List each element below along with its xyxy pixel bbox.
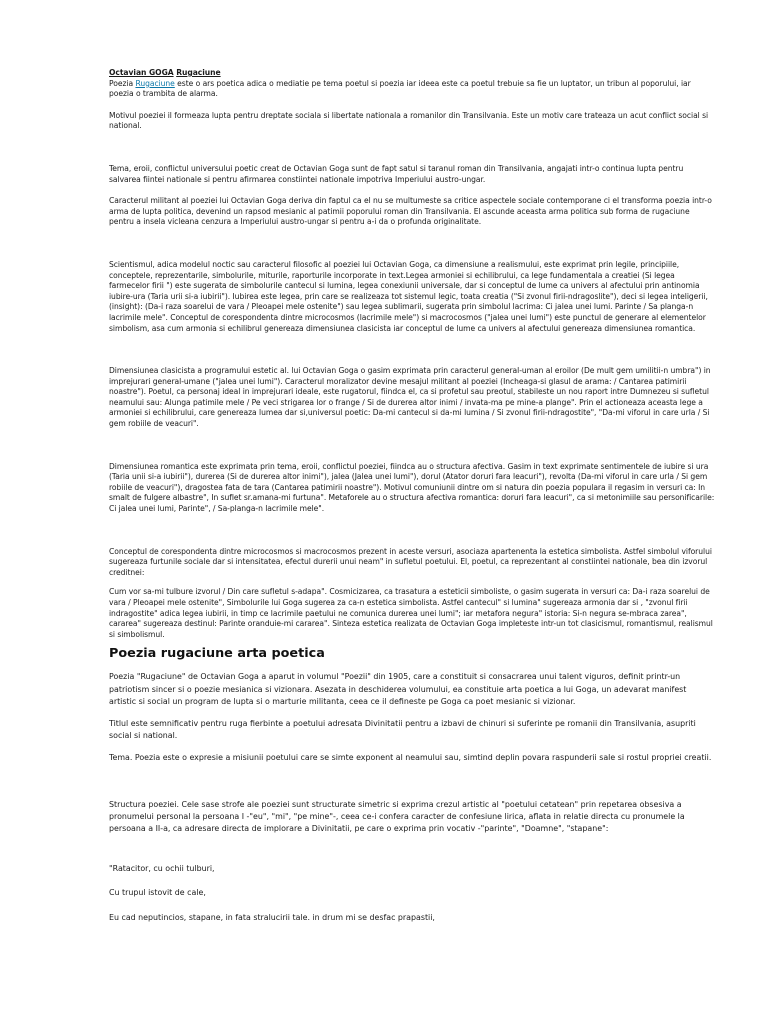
section-paragraph: Tema. Poezia este o expresie a misiunii poetului care se simte exponent al neamului sau, simtind deplin povara raspunderii sale si rostul propriei creatii. (109, 753, 712, 763)
rugaciune-link[interactable]: Rugaciune (135, 78, 175, 88)
section-paragraph: Poezia "Rugaciune" de Octavian Goga a aparut in volumul "Poezii" din 1905, care a constituit si consacrarea unui talent viguros, definit printr-un patriotism sincer si o poezie mesianica si vizionara. Asezata in deschiderea volumului, ea constituie arta poetica a lui Goga, un adevarat manifest artistic si social un program de lupta si o marturie militanta, ceea ce il defineste pe Goga ca poet mesianic si vizionar. (109, 672, 687, 706)
verse-line: Cu trupul istovit de cale, (109, 888, 206, 898)
intro-paragraph (109, 79, 715, 100)
paragraph: Dimensiunea romantica este exprimata prin tema, eroii, conflictul poeziei, fiindca au o structura afectiva. Gasim in text exprimate sentimentele de iubire si ura (Taria unii si-a iubirii"), durerea (Si de durerea altor inimi"), jalea (Jalea unei lumi"), dorul (Atator doruri fara leacuri"), revolta (Da-mi viforul in care urla / Si gem robiile de veacuri"), dragostea fata de tara (Cantarea patimirii noastre"). Motivul comuniunii dintre om si natura din poezia populara il regasim in versuri ca: In smalt de fulgere albastre", In suflet sr.amana-mi furtuna". Metaforele au o structura afectiva romantica: doruri fara leacuri", ca si metonimiile sau personificarile: Ci jalea unei lumi, Parinte", / Sa-planga-n lacrimile mele". (109, 461, 715, 514)
poem-title: Rugaciune (176, 68, 221, 77)
paragraph: Tema, eroii, conflictul universului poetic creat de Octavian Goga sunt de fapt satul si taranul roman din Transilvania, angajati intr-o continua lupta pentru salvarea fiintei nationale si pentru afirmarea constiintei nationale impotriva Imperiului austro-ungar. (109, 163, 684, 184)
paragraph: Scientismul, adica modelul noctic sau caracterul filosofic al poeziei lui Octavian Goga, ca dimensiune a realismului, este exprimat prin legile, principiile, conceptele, reprezentarile, simbolurile, miturile, raporturile incorporate in text.Legea armoniei si echilibrului, ca lege fundamentala a creatiei (Si legea farmecelor firii ") este sugerata de simbolurile cantecul si lumina, legea conexiunii universale, dar si conceptul de lume ca univers al afectului prin antinomia iubire-ura (Taria urii si-a iubirii"). Iubirea este legea, prin care se realizeaza tot sistemul legic, toata creatia ("Si zvonul firii-ndragoslite"), deci si legea inteligerii, (insight): (Da-i raza soarelui de vara / Pleoapei mele ostenite") sau legea sublimarii, sugerata prin simbolul lacrima: Ci jalea unei lumi. Parinte / Sa planga-n lacrimile mele". Conceptul de corespondenta dintre microcosmos (lacrimile mele") si macrocosmos ("jalea unei lumi") este punctul de generare al elementelor simbolism, asa cum armonia si echilibrul genereaza dimensiunea clasicista iar conceptul de lume ca univers al afectului genereaza dimensiunea romantica. (109, 259, 708, 333)
intro-prefix: Poezia (109, 78, 136, 88)
section-heading: Poezia rugaciune arta poetica (109, 646, 325, 662)
paragraph: Conceptul de corespondenta dintre microcosmos si macrocosmos prezent in aceste versuri, asociaza apartenenta la estetica simbolista. Astfel simbolul viforului sugereaza furtunile sociale dar si intensitatea, efectul durerii unui neam" in sufletul poetului. El, poetul, ca reprezentant al constiintei nationale, bea din izvorul creditnei: (109, 546, 712, 577)
document-title-line (109, 68, 715, 79)
author-name: Octavian GOGA (109, 68, 174, 77)
verse-line: Eu cad neputincios, stapane, in fata stralucirii tale. in drum mi se desfac prapastii, (109, 912, 435, 922)
paragraph: Caracterul militant al poeziei lui Octavian Goga deriva din faptul ca el nu se multumeste sa critice aspectele sociale contemporane ci el transforma poezia intr-o arma de lupta politica, devenind un rapsod mesianic al patimii poporului roman din Transilvania. El ascunde aceasta arma politica sub forma de rugaciune pentru a insela vicleana cenzura a Imperiului austro-ungar si pentru a-i da o profunda originalitate. (109, 196, 712, 227)
paragraph: Cum vor sa-mi tulbure izvorul / Din care sufletul s-adapa". Cosmicizarea, ca trasatura a esteticii simboliste, o gasim sugerata in versuri ca: Da-i raza soarelui de vara / Pleoapei mele ostenite", Simbolurile lui Goga sugerea za ca-n estetica simbolista. Astfel cantecul" si lumina" sugereaza armonia dar si , "zvonul firii indragostite" adica legea iubirii, in timp ce lacrimile paetului ne comunica durerea unei lumi"; iar metafora negura" istoria: Si-n negura se-mbraca zarea", cararea" sugereaza destinul: Parinte oranduie-mi cararea". Sinteza estetica realizata de Octavian Goga impleteste intr-un tot clasicismul, romantismul, realismul si simbolismul. (109, 587, 713, 639)
section-paragraph: Structura poeziei. Cele sase strofe ale poeziei sunt structurate simetric si exprima crezul artistic al "poetului cetatean" prin repetarea obsesiva a pronumelui personal la persoana I -"eu", "mi", "pe mine"-, ceea ce-i confera caracter de confesiune lirica, aflata in relatie directa cu pronumele la persoana a II-a, ca adresare directa de implorare a Divinitatii, pe care o exprima prin vocativ -"parinte", "Doamne", "stapane": (109, 799, 685, 833)
section-paragraph: Titlul este semnificativ pentru ruga fierbinte a poetului adresata Divinitatii pentru a izbavi de chinuri si suferinte pe romanii din Transilvania, asupriti social si national. (109, 718, 696, 741)
paragraph: Motivul poeziei il formeaza lupta pentru dreptate sociala si libertate nationala a romanilor din Transilvania. Este un motiv care trateaza un acut conflict social si national. (109, 110, 709, 131)
paragraph: Dimensiunea clasicista a programului estetic al. lui Octavian Goga o gasim exprimata prin caracterul general-uman al eroilor (De mult gem umilitii-n umbra") in imprejurari general-umane ("jalea unei lumi"). Caracterul moralizator devine mesajul militant al poeziei (Incheaga-si glasul de arama: / Cantarea patimirii noastre"). Poetul, ca personaj ideal in imprejurari ideale, este rugatorul, fiindca el, ca si profetul sau preotul, stabileste un nou raport intre Dumnezeu si sufletul neamului sau: Alunga patimile mele / Pe veci strigarea lor o frange / Si de durerea altor inimi / invata-ma pe mine-a plange". Prin el actioneaza aceasta lege a armoniei si echilibrului, care genereaza lumea dar si,universul poetic: Da-mi cantecul si da-mi lumina / Si zvonul firii-ndragostite", "Da-mi viforul in care urla / Si gem robiile de veacuri". (109, 366, 711, 429)
document-body (109, 68, 715, 924)
intro-suffix: este o ars poetica adica o mediatie pe tema poetul si poezia iar ideea este ca poetul trebuie sa fie un luptator, un tribun al poporului, iar poezia o trambita de alarma. (109, 78, 691, 99)
verse-line: "Ratacitor, cu ochii tulburi, (109, 864, 215, 874)
